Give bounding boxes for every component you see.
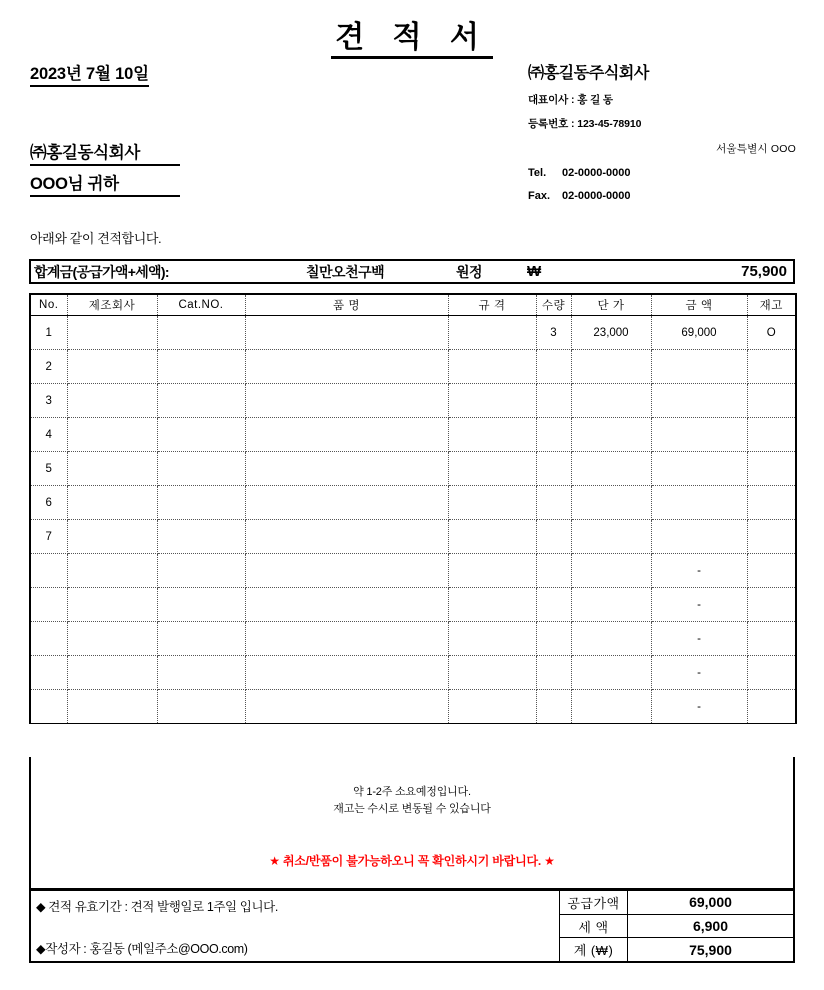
table-row bbox=[30, 520, 796, 554]
cell-name bbox=[245, 554, 448, 588]
cell-amount: - bbox=[651, 588, 747, 622]
table-row bbox=[30, 350, 796, 384]
cell-spec bbox=[448, 418, 536, 452]
cell-catno bbox=[157, 588, 245, 622]
cell-unit-price bbox=[571, 622, 651, 656]
table-row bbox=[30, 384, 796, 418]
cell-name bbox=[245, 520, 448, 554]
supplier-block bbox=[528, 60, 808, 202]
cell-amount: 69,000 bbox=[651, 316, 747, 350]
cell-spec bbox=[448, 486, 536, 520]
table-row bbox=[30, 554, 796, 588]
cell-unit-price bbox=[571, 554, 651, 588]
header-left-block bbox=[30, 60, 180, 197]
cell-catno bbox=[157, 350, 245, 384]
cell-name bbox=[245, 452, 448, 486]
cell-name bbox=[245, 486, 448, 520]
column-header-amount: 금 액 bbox=[651, 294, 747, 316]
table-row bbox=[30, 486, 796, 520]
cell-qty: 3 bbox=[536, 316, 571, 350]
client-company: ㈜홍길동식회사 bbox=[30, 139, 180, 166]
cell-qty bbox=[536, 384, 571, 418]
cell-qty bbox=[536, 418, 571, 452]
cell-no bbox=[30, 622, 67, 656]
note-warning: ★ 취소/반품이 불가능하오니 꼭 확인하시기 바랍니다. ★ bbox=[269, 854, 555, 868]
footer-author: ◆작성자 : 홍길동 (메일주소@OOO.com) bbox=[36, 942, 248, 956]
supplier-address: 서울특별시 OOO bbox=[716, 143, 796, 155]
table-row bbox=[30, 316, 796, 350]
cell-unit-price bbox=[571, 486, 651, 520]
cell-catno bbox=[157, 452, 245, 486]
items-table bbox=[29, 293, 797, 724]
summary-value: 6,900 bbox=[692, 918, 729, 934]
supplier-company: ㈜홍길동주식회사 bbox=[528, 65, 649, 82]
cell-spec bbox=[448, 316, 536, 350]
supplier-ceo: 대표이사 : 홍 길 동 bbox=[528, 94, 613, 106]
cell-qty bbox=[536, 656, 571, 690]
cell-stock bbox=[747, 690, 796, 724]
cell-unit-price bbox=[571, 656, 651, 690]
cell-no: 6 bbox=[30, 486, 67, 520]
cell-stock bbox=[747, 656, 796, 690]
supplier-tel-label: Tel. bbox=[528, 167, 547, 179]
cell-stock bbox=[747, 384, 796, 418]
note-lead-time: 약 1-2주 소요예정입니다. bbox=[353, 786, 471, 798]
intro-text: 아래와 같이 견적합니다. bbox=[30, 231, 162, 246]
cell-unit-price bbox=[571, 520, 651, 554]
cell-maker bbox=[67, 588, 157, 622]
cell-amount bbox=[651, 418, 747, 452]
cell-stock bbox=[747, 520, 796, 554]
cell-unit-price bbox=[571, 690, 651, 724]
cell-qty bbox=[536, 622, 571, 656]
total-amount-in-words: 칠만오천구백 bbox=[306, 263, 385, 280]
cell-name bbox=[245, 350, 448, 384]
cell-amount: - bbox=[651, 622, 747, 656]
supplier-registration-number: 등록번호 : 123-45-78910 bbox=[528, 118, 642, 130]
cell-name bbox=[245, 418, 448, 452]
summary-value: 75,900 bbox=[689, 941, 732, 958]
supplier-fax-value: 02-0000-0000 bbox=[562, 190, 631, 202]
items-table-body bbox=[30, 316, 796, 724]
cell-maker bbox=[67, 316, 157, 350]
cell-no: 5 bbox=[30, 452, 67, 486]
cell-no: 7 bbox=[30, 520, 67, 554]
column-header-catno: Cat.NO. bbox=[157, 294, 245, 316]
column-header-maker: 제조회사 bbox=[67, 294, 157, 316]
cell-qty bbox=[536, 690, 571, 724]
cell-no: 4 bbox=[30, 418, 67, 452]
cell-no: 1 bbox=[30, 316, 67, 350]
cell-amount: - bbox=[651, 690, 747, 724]
summary-label: 계 (₩) bbox=[560, 938, 628, 961]
cell-catno bbox=[157, 384, 245, 418]
cell-catno bbox=[157, 316, 245, 350]
cell-qty bbox=[536, 350, 571, 384]
cell-spec bbox=[448, 690, 536, 724]
cell-catno bbox=[157, 656, 245, 690]
cell-maker bbox=[67, 418, 157, 452]
summary-value: 69,000 bbox=[689, 894, 732, 911]
cell-amount bbox=[651, 452, 747, 486]
total-amount-value: 75,900 bbox=[741, 263, 787, 280]
cell-qty bbox=[536, 554, 571, 588]
cell-maker bbox=[67, 554, 157, 588]
items-table-header-row bbox=[30, 294, 796, 316]
cell-amount: - bbox=[651, 656, 747, 690]
supplier-tel-value: 02-0000-0000 bbox=[562, 167, 631, 179]
note-stock: 재고는 수시로 변동될 수 있습니다 bbox=[333, 803, 491, 815]
footer-validity: ◆ 견적 유효기간 : 견적 발행일로 1주일 입니다. bbox=[36, 900, 278, 914]
cell-qty bbox=[536, 520, 571, 554]
cell-maker bbox=[67, 622, 157, 656]
cell-catno bbox=[157, 690, 245, 724]
summary-table bbox=[560, 891, 793, 961]
client-block bbox=[30, 139, 180, 197]
cell-catno bbox=[157, 486, 245, 520]
cell-stock: O bbox=[747, 316, 796, 350]
cell-amount bbox=[651, 520, 747, 554]
cell-stock bbox=[747, 554, 796, 588]
won-currency-icon: ₩ bbox=[527, 263, 542, 280]
cell-maker bbox=[67, 452, 157, 486]
cell-unit-price: 23,000 bbox=[571, 316, 651, 350]
cell-stock bbox=[747, 350, 796, 384]
table-row bbox=[30, 418, 796, 452]
cell-no bbox=[30, 554, 67, 588]
cell-spec bbox=[448, 622, 536, 656]
cell-name bbox=[245, 588, 448, 622]
cell-catno bbox=[157, 622, 245, 656]
cell-spec bbox=[448, 384, 536, 418]
cell-spec bbox=[448, 350, 536, 384]
cell-spec bbox=[448, 452, 536, 486]
table-row bbox=[30, 622, 796, 656]
column-header-spec: 규 격 bbox=[448, 294, 536, 316]
cell-amount: - bbox=[651, 554, 747, 588]
cell-name bbox=[245, 690, 448, 724]
cell-maker bbox=[67, 486, 157, 520]
cell-amount bbox=[651, 486, 747, 520]
page-title bbox=[0, 0, 824, 54]
total-amount-bar bbox=[29, 259, 795, 284]
cell-maker bbox=[67, 350, 157, 384]
cell-catno bbox=[157, 554, 245, 588]
column-header-stock: 재고 bbox=[747, 294, 796, 316]
cell-amount bbox=[651, 384, 747, 418]
cell-name bbox=[245, 316, 448, 350]
supplier-tel-row bbox=[528, 167, 808, 179]
summary-label: 공급가액 bbox=[560, 891, 628, 914]
summary-row bbox=[560, 938, 793, 961]
table-row bbox=[30, 656, 796, 690]
cell-spec bbox=[448, 520, 536, 554]
summary-label: 세 액 bbox=[560, 915, 628, 938]
quotation-date: 2023년 7월 10일 bbox=[30, 60, 149, 87]
cell-maker bbox=[67, 656, 157, 690]
cell-unit-price bbox=[571, 588, 651, 622]
cell-no: 3 bbox=[30, 384, 67, 418]
total-won-suffix: 원정 bbox=[456, 263, 483, 280]
cell-unit-price bbox=[571, 452, 651, 486]
cell-stock bbox=[747, 588, 796, 622]
column-header-qty: 수량 bbox=[536, 294, 571, 316]
cell-stock bbox=[747, 418, 796, 452]
column-header-unit-price: 단 가 bbox=[571, 294, 651, 316]
cell-no: 2 bbox=[30, 350, 67, 384]
cell-amount bbox=[651, 350, 747, 384]
cell-catno bbox=[157, 418, 245, 452]
cell-name bbox=[245, 656, 448, 690]
cell-maker bbox=[67, 384, 157, 418]
cell-unit-price bbox=[571, 384, 651, 418]
document-header bbox=[0, 60, 824, 225]
total-label: 합계금(공급가액+세액): bbox=[34, 263, 169, 280]
footer-block bbox=[29, 889, 795, 963]
cell-no bbox=[30, 690, 67, 724]
cell-catno bbox=[157, 520, 245, 554]
cell-qty bbox=[536, 486, 571, 520]
table-row bbox=[30, 452, 796, 486]
page-title-text: 견 적 서 bbox=[331, 21, 493, 59]
cell-stock bbox=[747, 622, 796, 656]
cell-name bbox=[245, 622, 448, 656]
cell-spec bbox=[448, 656, 536, 690]
summary-row bbox=[560, 915, 793, 939]
cell-spec bbox=[448, 554, 536, 588]
column-header-no: No. bbox=[30, 294, 67, 316]
client-person: OOO님 귀하 bbox=[30, 170, 180, 197]
summary-row bbox=[560, 891, 793, 915]
cell-stock bbox=[747, 486, 796, 520]
table-row bbox=[30, 690, 796, 724]
cell-maker bbox=[67, 520, 157, 554]
notes-block bbox=[29, 757, 795, 889]
column-header-name: 품 명 bbox=[245, 294, 448, 316]
cell-unit-price bbox=[571, 350, 651, 384]
table-row bbox=[30, 588, 796, 622]
supplier-fax-label: Fax. bbox=[528, 190, 551, 202]
cell-name bbox=[245, 384, 448, 418]
cell-qty bbox=[536, 588, 571, 622]
cell-no bbox=[30, 656, 67, 690]
cell-no bbox=[30, 588, 67, 622]
footer-terms bbox=[31, 891, 560, 961]
supplier-fax-row bbox=[528, 190, 808, 202]
cell-maker bbox=[67, 690, 157, 724]
cell-stock bbox=[747, 452, 796, 486]
cell-unit-price bbox=[571, 418, 651, 452]
cell-spec bbox=[448, 588, 536, 622]
cell-qty bbox=[536, 452, 571, 486]
